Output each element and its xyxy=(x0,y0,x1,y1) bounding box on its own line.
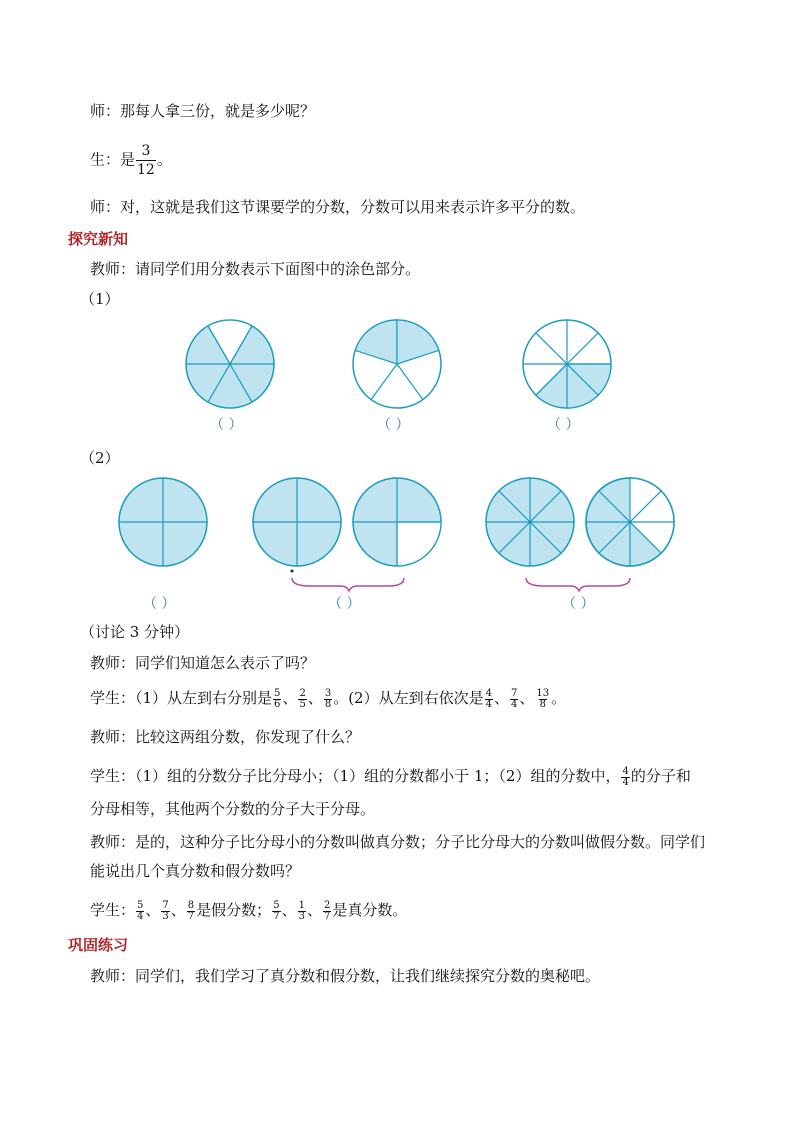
line-5: （讨论 3 分钟） xyxy=(80,623,190,641)
line-12: 能说出几个真分数和假分数吗？ xyxy=(90,862,301,880)
numerator: 4 xyxy=(622,765,629,777)
line-7-part-b: 。(2）从左到右依次是 xyxy=(333,689,484,707)
circle-quarters-three xyxy=(353,478,441,566)
denominator: 3 xyxy=(298,910,305,922)
line-4: 教师：请同学们用分数表示下面图中的涂色部分。 xyxy=(90,260,421,278)
separator: 、 xyxy=(282,689,298,707)
fraction xyxy=(298,689,306,710)
line-2-prefix: 生：是 xyxy=(90,150,136,169)
line-7 xyxy=(90,688,566,710)
dot-mark xyxy=(291,570,294,573)
separator: 、 xyxy=(519,689,535,707)
denominator: 7 xyxy=(273,910,280,922)
line-7-part-a: 学生：（1）从左到右分别是 xyxy=(90,689,273,707)
numerator: 5 xyxy=(137,899,144,911)
circle-eighths-full xyxy=(486,478,574,566)
part-2-label: （2） xyxy=(80,449,120,467)
line-10: 分母相等，其他两个分数的分子大于分母。 xyxy=(90,800,376,818)
circle-quarters-full xyxy=(253,478,341,566)
brace xyxy=(526,578,630,591)
denominator: 8 xyxy=(324,698,332,710)
numerator: 3 xyxy=(141,143,151,159)
denominator: 6 xyxy=(274,698,281,710)
answer-blank: （ ） xyxy=(143,596,176,612)
separator: 、 xyxy=(306,901,322,919)
denominator: 4 xyxy=(622,776,629,788)
line-14: 教师：同学们，我们学习了真分数和假分数，让我们继续探究分数的奥秘吧。 xyxy=(90,967,601,985)
brace xyxy=(292,578,404,591)
answer-blank: （ ） xyxy=(547,417,580,433)
fraction xyxy=(136,901,144,922)
separator: 、 xyxy=(170,901,186,919)
numerator: 5 xyxy=(273,899,280,911)
denominator: 5 xyxy=(299,698,306,710)
circle-sixths xyxy=(186,320,274,408)
fraction xyxy=(298,901,306,922)
denominator: 7 xyxy=(187,910,195,922)
denominator: 3 xyxy=(162,910,169,922)
line-8: 教师：比较这两组分数，你发现了什么？ xyxy=(90,728,361,746)
line-9-part-a: 学生：（1）组的分数分子比分母小；（1）组的分数都小于 1；（2）组的分数中， xyxy=(90,767,621,785)
denominator: 8 xyxy=(539,698,546,710)
numerator: 1 xyxy=(298,899,305,911)
answer-blank: （ ） xyxy=(377,417,410,433)
separator: 、 xyxy=(493,689,509,707)
fraction xyxy=(323,901,331,922)
separator: 、 xyxy=(145,901,161,919)
line-9-part-b: 的分子和 xyxy=(630,767,691,785)
part-1-label: （1） xyxy=(80,290,120,308)
circle-figures-part-2 xyxy=(0,460,794,620)
denominator: 7 xyxy=(323,910,331,922)
answer-blank: （ ） xyxy=(210,417,243,433)
numerator: 2 xyxy=(299,687,306,699)
line-3: 师：对，这就是我们这节课要学的分数，分数可以用来表示许多平分的数。 xyxy=(90,198,586,216)
line-13-part-a: 学生： xyxy=(90,901,136,919)
numerator: 4 xyxy=(485,687,492,699)
fraction xyxy=(485,689,493,710)
fraction xyxy=(621,767,629,788)
line-7-part-c: 。 xyxy=(551,689,567,707)
section-heading-practice: 巩固练习 xyxy=(68,936,129,954)
line-13-part-b: 是假分数； xyxy=(196,901,272,919)
denominator: 4 xyxy=(511,698,518,710)
separator: 、 xyxy=(281,901,297,919)
separator: 、 xyxy=(307,689,323,707)
line-2-suffix: 。 xyxy=(156,150,172,169)
fraction xyxy=(161,901,169,922)
numerator: 8 xyxy=(187,899,195,911)
fraction xyxy=(535,689,550,710)
line-6: 教师：同学们知道怎么表示了吗？ xyxy=(90,654,316,672)
circle-quarters-full xyxy=(119,478,207,566)
fraction xyxy=(273,689,281,710)
answer-blank: （ ） xyxy=(562,596,595,612)
fraction xyxy=(187,901,195,922)
fraction xyxy=(324,689,332,710)
fraction xyxy=(510,689,518,710)
line-9 xyxy=(90,766,691,788)
line-11: 教师：是的，这种分子比分母小的分数叫做真分数；分子比分母大的分数叫做假分数。同学们 xyxy=(90,833,706,851)
numerator: 13 xyxy=(536,687,550,699)
numerator: 5 xyxy=(274,687,281,699)
denominator: 4 xyxy=(137,910,144,922)
numerator: 7 xyxy=(162,899,169,911)
line-1: 师：那每人拿三份，就是多少呢？ xyxy=(90,102,316,120)
denominator: 12 xyxy=(137,162,155,178)
fraction xyxy=(272,901,280,922)
line-13 xyxy=(90,900,407,922)
circle-eighths xyxy=(523,320,611,408)
numerator: 3 xyxy=(324,687,332,699)
circle-eighths-five xyxy=(586,478,674,566)
numerator: 2 xyxy=(323,899,331,911)
line-13-part-c: 是真分数。 xyxy=(332,901,408,919)
section-heading-explore: 探究新知 xyxy=(68,230,129,248)
numerator: 7 xyxy=(511,687,518,699)
answer-blank: （ ） xyxy=(328,596,361,612)
circle-fifths xyxy=(353,320,441,408)
denominator: 4 xyxy=(485,698,492,710)
